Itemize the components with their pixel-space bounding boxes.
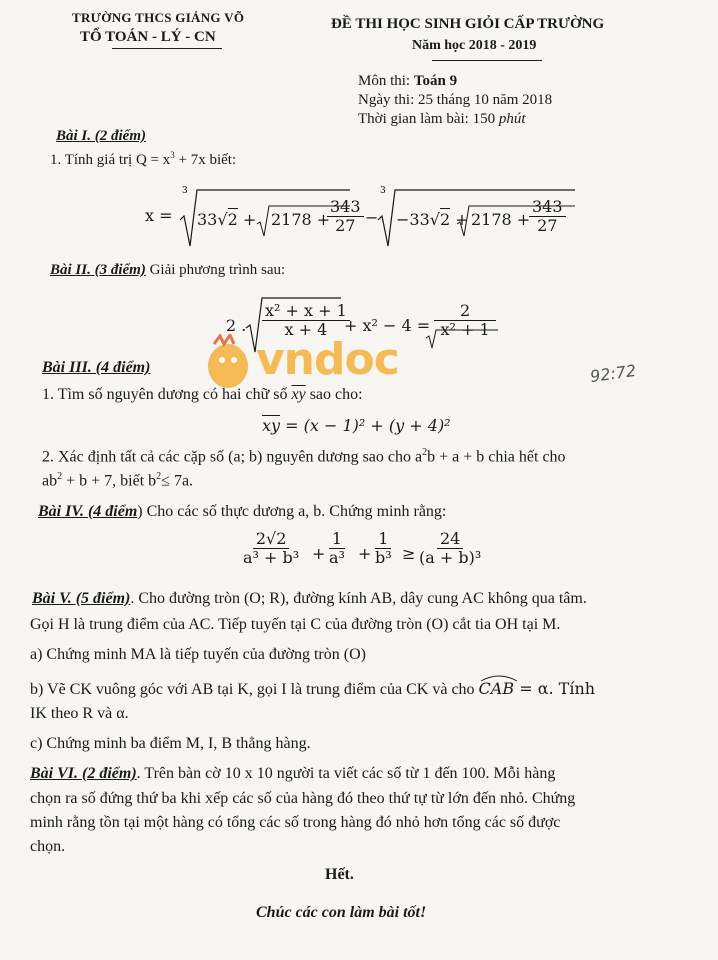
handwritten-note: 92:72	[588, 360, 638, 387]
problem-6-line1: Bài VI. (2 điểm). Trên bàn cờ 10 x 10 người ta viết các số từ 1 đến 100. Mỗi hàng	[30, 765, 556, 782]
duration-unit: phút	[498, 111, 526, 127]
problem-1-text-end: + 7x biết:	[174, 152, 237, 168]
angle-cab: CAB	[479, 679, 515, 698]
problem-3-q1: 1. Tìm số nguyên dương có hai chữ số $\overline{xy}$ sao cho:	[42, 386, 363, 403]
problem-6-heading: Bài VI. (2 điểm)	[30, 765, 137, 782]
problem-5-part-c: c) Chứng minh ba điểm M, I, B thẳng hàng.	[30, 735, 311, 752]
subject-value: Toán 9	[413, 73, 458, 89]
subject-label: Môn thi:	[358, 73, 411, 89]
school-name: TRƯỜNG THCS GIẢNG VÕ	[72, 10, 245, 25]
frac-p2-rhs: $\frac{2}{\text{x² + 1}}$	[434, 302, 496, 340]
problem-5-line2: Gọi H là trung điểm của AC. Tiếp tuyến tại C của đường tròn (O) cắt tia OH tại M.	[30, 616, 561, 633]
term-2178-a: 2178 +	[271, 210, 331, 229]
end-mark: Hết.	[325, 866, 354, 883]
problem-5-part-a: a) Chứng minh MA là tiếp tuyến của đường tròn (O)	[30, 646, 366, 663]
exam-date: Ngày thi: 25 tháng 10 năm 2018	[358, 92, 553, 108]
problem-4-intro: ) Cho các số thực dương a, b. Chứng minh rằng:	[137, 503, 447, 520]
duration-label: Thời gian làm bài: 150	[358, 111, 496, 127]
exam-title: ĐỀ THI HỌC SINH GIỎI CẤP TRƯỜNG	[331, 16, 605, 32]
problem-1-line	[50, 150, 236, 169]
duration-line	[358, 111, 526, 128]
frac-343-a: $\frac{343}{27}$	[327, 198, 364, 236]
problem-3-equation: $\overline{xy} = (x - 1)^2 + (y + 4)^2$	[262, 416, 451, 435]
problem-5-part-b: b) Vẽ CK vuông góc với AB tại K, gọi I là trung điểm của CK và cho CAB = α. Tính	[30, 679, 595, 699]
frac-iv-2: $\frac{1}{\text{a³}}$	[329, 529, 345, 568]
problem-1-text: 1. Tính giá trị Q = x	[50, 152, 171, 168]
plus-1: +	[312, 544, 326, 563]
svg-text:3: 3	[380, 186, 386, 196]
problem-3-heading: Bài III. (4 điểm)	[42, 359, 151, 376]
problem-6-line2: chọn ra số đứng thứ ba khi xếp các số của hàng đó theo thứ tự từ lớn đến nhỏ. Chứng	[30, 790, 576, 807]
problem-4-heading: Bài IV. (4 điểm	[38, 503, 138, 520]
problem-4-line	[38, 503, 446, 521]
problem-2-line	[50, 262, 285, 279]
xy-overline: $\overline{xy}$	[291, 386, 306, 403]
term-neg33: −33√2 +	[396, 210, 469, 229]
year-underline	[432, 60, 542, 61]
watermark-brand: vndoc	[256, 334, 399, 385]
closing-wish: Chúc các con làm bài tốt!	[256, 904, 427, 921]
p2-middle: + x² − 4 =	[344, 316, 431, 335]
problem-4-inequality	[240, 530, 500, 586]
problem-2-heading: Bài II. (3 điểm)	[50, 262, 146, 278]
lead-2: 2 .	[226, 316, 247, 335]
problem-3-q2-line2: $ab^2 + b + 7$, biết $b^2\le 7a$.	[42, 471, 194, 490]
geq-sign: ≥	[402, 544, 416, 563]
problem-3-q2-line1: 2. Xác định tất cả các cặp số (a; b) nguyên dương sao cho $a^2b + a + b$ chia hết cho	[42, 447, 566, 466]
minus-sign: −	[365, 208, 379, 227]
department-underline	[112, 48, 222, 49]
problem-2-intro: Giải phương trình sau:	[145, 262, 286, 278]
problem-5-line1: Bài V. (5 điểm). Cho đường tròn (O; R), đường kính AB, dây cung AC không qua tâm.	[32, 590, 587, 607]
problem-5-part-b-2: IK theo R và α.	[30, 705, 129, 722]
problem-1-heading: Bài I. (2 điểm)	[56, 128, 146, 144]
frac-iv-3: $\frac{1}{\text{b³}}$	[375, 529, 392, 568]
problem-6-line4: chọn.	[30, 838, 66, 855]
problem-1-exponent: 3	[170, 150, 175, 160]
school-year: Năm học 2018 - 2019	[412, 38, 537, 53]
term-33: 33√2 +	[197, 210, 257, 229]
problem-6-line3: minh rằng tồn tại một hàng có tổng các số trong hàng đó nhỏ hơn tổng các số được	[30, 814, 561, 831]
frac-p2-lhs: $\frac{\text{x² + x + 1}}{x + 4}$	[262, 302, 350, 340]
svg-text:3: 3	[182, 186, 188, 196]
subject-line	[358, 73, 457, 90]
frac-iv-rhs: $\frac{24}{\text{(a + b)³}}$	[419, 529, 482, 568]
frac-343-b: $\frac{343}{27}$	[529, 198, 566, 236]
x-equals: x =	[145, 206, 173, 225]
department-name: TỔ TOÁN - LÝ - CN	[80, 29, 216, 45]
term-2178-b: 2178 +	[471, 210, 531, 229]
frac-iv-1: $\frac{2√2}{\text{a³ + b³}}$	[243, 529, 300, 568]
problem-5-heading: Bài V. (5 điểm)	[32, 590, 131, 607]
plus-2: +	[358, 544, 372, 563]
